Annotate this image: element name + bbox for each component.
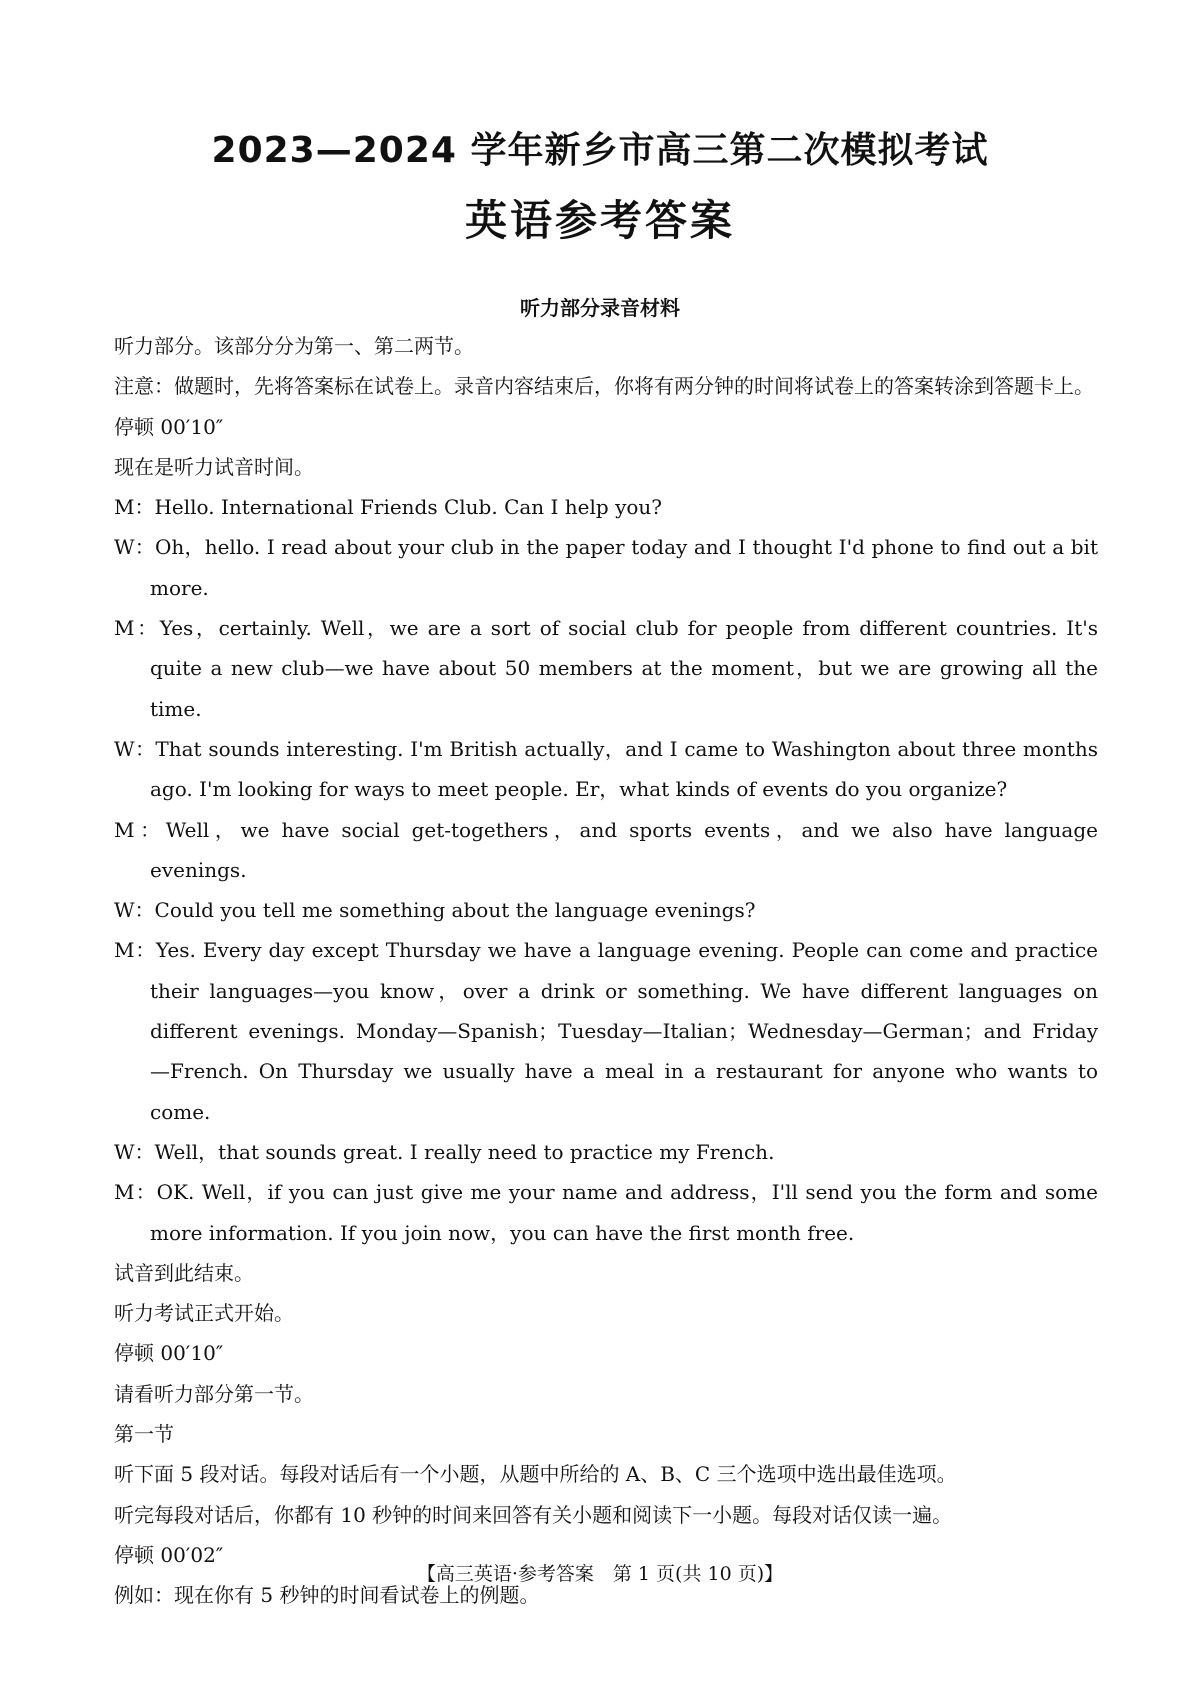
pause-line: 停顿 00′10″ [114,414,224,439]
dialogue-line: W：That sounds interesting. I'm British actually，and I came to Washington about three months ago. I'm looking for ways to meet people. Er，what kinds of events do you organize? [114,736,1098,802]
pause-line: 停顿 00′02″ [114,1542,224,1567]
dialogue-line: M：Well，we have social get-togethers，and sports events，and we also have language evenings. [114,817,1098,882]
dialogue-line: M：Hello. International Friends Club. Can I help you? [114,495,663,520]
instruction-line: 现在是听力试音时间。 [114,454,314,479]
instruction-line: 请看听力部分第一节。 [114,1381,314,1406]
dialogue-line: W：Could you tell me something about the language evenings? [114,898,756,923]
page-footer: 【高三英语·参考答案 第 1 页(共 10 页)】 [416,1563,784,1585]
section-heading: 第一节 [114,1422,174,1447]
section-title: 听力部分录音材料 [520,296,680,320]
dialogue-line: M：Yes，certainly. Well，we are a sort of social club for people from different countries. It's quite a new club—we have about 50 members at the moment，but we are growing all the time. [114,616,1098,721]
instruction-line: 听力部分。该部分分为第一、第二两节。 [114,334,474,358]
dialogue-line: W：Well，that sounds great. I really need to practice my French. [114,1139,775,1164]
dialogue-line: W：Oh，hello. I read about your club in the paper today and I thought I'd phone to find out a bit more. [114,535,1098,600]
instruction-line: 试音到此结束。 [114,1260,254,1285]
instruction-line: 听完每段对话后，你都有 10 秒钟的时间来回答有关小题和阅读下一小题。每段对话仅读一遍。 [114,1502,953,1527]
dialogue-line: M：Yes. Every day except Thursday we have a language evening. People can come and practice their languages—you know，over a drink or something. We have different languages on different evenings. Monday—Spanish；Tuesday—Italian；Wednesday—German；and Friday—French. On Thursday we usually have a meal in a restaurant for anyone who wants to come. [114,938,1098,1124]
dialogue-line: M：OK. Well，if you can just give me your name and address，I'll send you the form and some more information. If you join now，you can have the first month free. [114,1180,1098,1245]
transcript-body [114,326,1098,1616]
instruction-line: 听力考试正式开始。 [114,1301,294,1326]
exam-title: 2023—2024 学年新乡市高三第二次模拟考试 [211,130,989,171]
instruction-line: 注意：做题时，先将答案标在试卷上。录音内容结束后，你将有两分钟的时间将试卷上的答案转涂到答题卡上。 [114,374,1094,399]
instruction-line: 例如：现在你有 5 秒钟的时间看试卷上的例题。 [114,1583,540,1608]
pause-line: 停顿 00′10″ [114,1341,224,1366]
instruction-line: 听下面 5 段对话。每段对话后有一个小题，从题中所给的 A、B、C 三个选项中选出最佳选项。 [114,1462,957,1487]
answer-key-title: 英语参考答案 [464,196,735,245]
